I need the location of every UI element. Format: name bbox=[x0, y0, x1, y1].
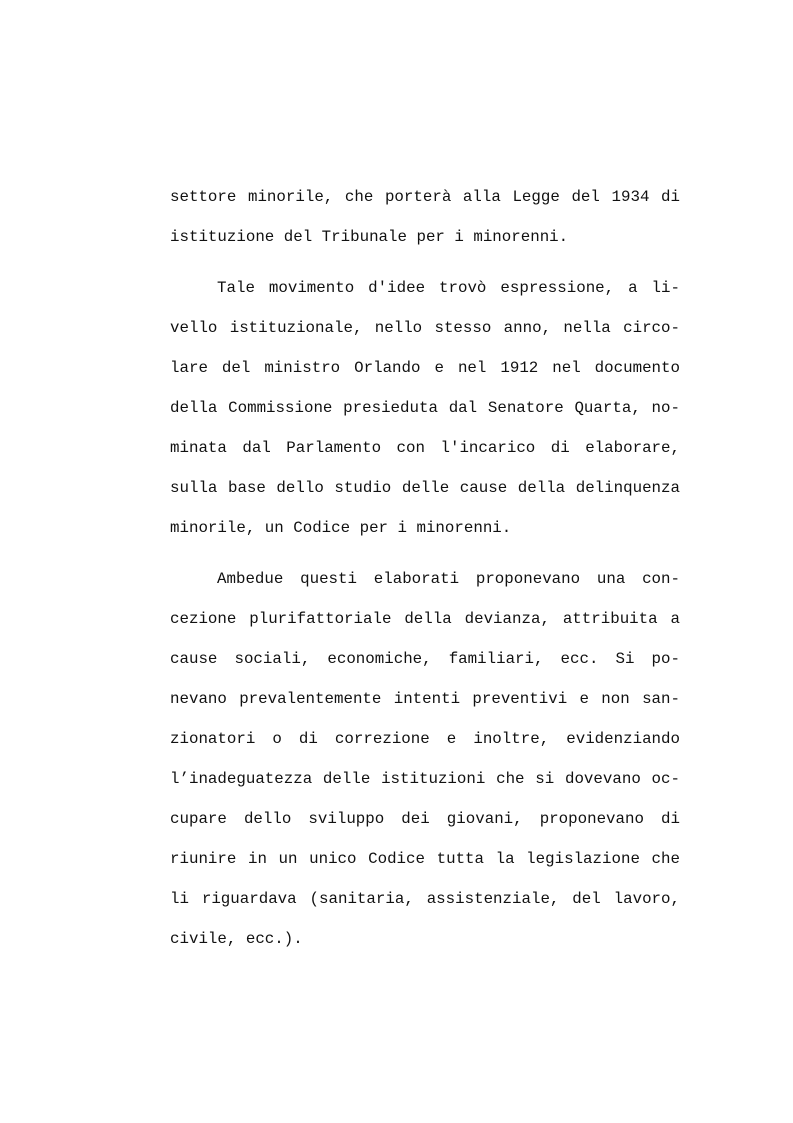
paragraph-2-line-4: della Commissione presieduta dal Senatore Quarta, no- bbox=[170, 399, 680, 417]
paragraph-3-line-6: l’inadeguatezza delle istituzioni che si dovevano oc- bbox=[170, 770, 680, 788]
paragraph-1-line-1: settore minorile, che porterà alla Legge del 1934 di bbox=[170, 188, 680, 206]
paragraph-2-line-7: minorile, un Codice per i minorenni. bbox=[170, 519, 512, 537]
paragraph-2-line-5: minata dal Parlamento con l'incarico di elaborare, bbox=[170, 439, 680, 457]
paragraph-1-line-2: istituzione del Tribunale per i minorenni. bbox=[170, 228, 569, 246]
paragraph-3-line-4: nevano prevalentemente intenti preventivi e non san- bbox=[170, 690, 680, 708]
paragraph-3-line-10: civile, ecc.). bbox=[170, 930, 303, 948]
paragraph-3-line-9: li riguardava (sanitaria, assistenziale, del lavoro, bbox=[170, 890, 680, 908]
paragraph-3-line-1: Ambedue questi elaborati proponevano una con- bbox=[217, 570, 680, 588]
paragraph-3-line-8: riunire in un unico Codice tutta la legislazione che bbox=[170, 850, 680, 868]
paragraph-3-line-5: zionatori o di correzione e inoltre, evidenziando bbox=[170, 730, 680, 748]
paragraph-2-line-3: lare del ministro Orlando e nel 1912 nel documento bbox=[170, 359, 680, 377]
paragraph-2-line-1: Tale movimento d'idee trovò espressione, a li- bbox=[217, 279, 680, 297]
paragraph-2-line-6: sulla base dello studio delle cause della delinquenza bbox=[170, 479, 680, 497]
paragraph-3-line-3: cause sociali, economiche, familiari, ecc. Si po- bbox=[170, 650, 680, 668]
paragraph-3-line-2: cezione plurifattoriale della devianza, attribuita a bbox=[170, 610, 680, 628]
paragraph-3-line-7: cupare dello sviluppo dei giovani, proponevano di bbox=[170, 810, 680, 828]
paragraph-2-line-2: vello istituzionale, nello stesso anno, nella circo- bbox=[170, 319, 680, 337]
